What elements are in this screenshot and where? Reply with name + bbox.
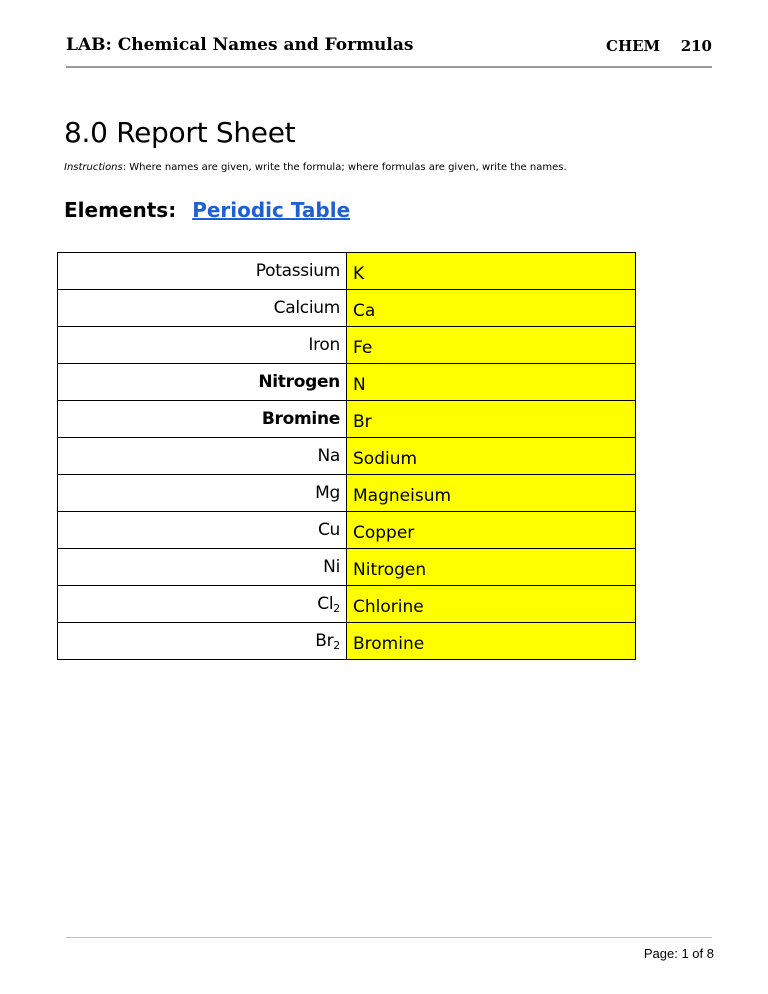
table-row bbox=[58, 623, 636, 660]
answer-cell[interactable]: Bromine bbox=[347, 623, 636, 660]
lab-title: LAB: Chemical Names and Formulas bbox=[66, 35, 414, 55]
elements-table-body bbox=[58, 253, 636, 660]
instructions bbox=[64, 162, 567, 173]
answer-cell[interactable]: Nitrogen bbox=[347, 549, 636, 586]
table-row bbox=[58, 364, 636, 401]
given-cell bbox=[58, 586, 347, 623]
given-cell bbox=[58, 253, 347, 290]
table-row bbox=[58, 512, 636, 549]
answer-cell[interactable]: Ca bbox=[347, 290, 636, 327]
given-text: Potassium bbox=[255, 261, 340, 281]
given-text: Nitrogen bbox=[258, 372, 340, 392]
given-cell bbox=[58, 364, 347, 401]
given-text: Cl bbox=[317, 593, 334, 614]
section-heading-label: Elements: bbox=[64, 198, 177, 222]
table-row bbox=[58, 475, 636, 512]
answer-cell[interactable]: K bbox=[347, 253, 636, 290]
report-title: 8.0 Report Sheet bbox=[64, 116, 296, 149]
given-text: Bromine bbox=[261, 409, 340, 429]
given-text: Na bbox=[317, 446, 340, 466]
answer-cell[interactable]: Sodium bbox=[347, 438, 636, 475]
given-text: Mg bbox=[315, 483, 340, 503]
table-row bbox=[58, 549, 636, 586]
given-cell bbox=[58, 290, 347, 327]
page-header bbox=[66, 30, 712, 68]
answer-cell[interactable]: Br bbox=[347, 401, 636, 438]
periodic-table-link[interactable]: Periodic Table bbox=[192, 198, 351, 222]
table-row bbox=[58, 253, 636, 290]
given-cell bbox=[58, 549, 347, 586]
subscript: 2 bbox=[333, 601, 340, 615]
table-row bbox=[58, 290, 636, 327]
answer-cell[interactable]: Copper bbox=[347, 512, 636, 549]
answer-cell[interactable]: Chlorine bbox=[347, 586, 636, 623]
given-text: Cu bbox=[317, 520, 340, 540]
page-indicator: Page: 1 of 8 bbox=[643, 946, 714, 961]
given-cell bbox=[58, 438, 347, 475]
section-heading bbox=[64, 198, 350, 222]
footer-divider bbox=[66, 937, 712, 938]
given-cell bbox=[58, 401, 347, 438]
course-code: CHEM bbox=[606, 37, 661, 55]
given-text: Iron bbox=[308, 335, 340, 355]
table-row bbox=[58, 586, 636, 623]
instructions-text: : Where names are given, write the formula; where formulas are given, write the names. bbox=[122, 162, 567, 173]
answer-cell[interactable]: N bbox=[347, 364, 636, 401]
given-cell bbox=[58, 475, 347, 512]
given-cell bbox=[58, 623, 347, 660]
table-row bbox=[58, 438, 636, 475]
given-text: Ni bbox=[323, 557, 340, 577]
given-cell bbox=[58, 327, 347, 364]
instructions-label: Instructions bbox=[64, 162, 123, 173]
table-row bbox=[58, 401, 636, 438]
given-text: Calcium bbox=[273, 298, 340, 318]
given-text: Br bbox=[315, 630, 334, 651]
answer-cell[interactable]: Magneisum bbox=[347, 475, 636, 512]
course-number: 210 bbox=[680, 37, 712, 55]
given-cell bbox=[58, 512, 347, 549]
elements-table bbox=[57, 252, 636, 660]
answer-cell[interactable]: Fe bbox=[347, 327, 636, 364]
table-row bbox=[58, 327, 636, 364]
subscript: 2 bbox=[333, 638, 340, 652]
